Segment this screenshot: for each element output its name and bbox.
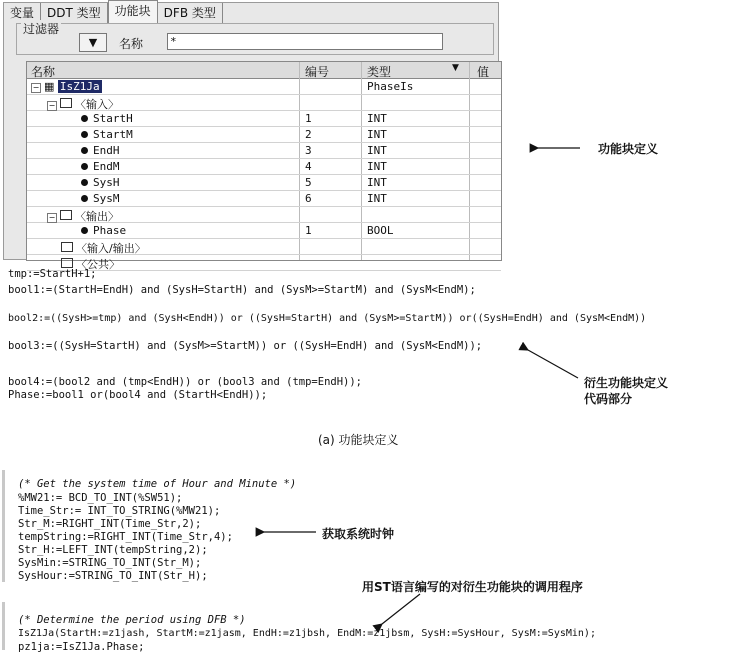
- system-clock-label: 获取系统时钟: [322, 527, 395, 541]
- chevron-down-icon[interactable]: ▼: [452, 63, 459, 73]
- row-name: StartM: [93, 128, 133, 141]
- arrow-to-call-code: [382, 594, 420, 624]
- code-line: bool2:=((SysH>=tmp) and (SysH<EndH)) or ((SysH=StartH) and (SysM>=StartM)) or((SysH=EndH) and (SysM<EndM)): [8, 313, 647, 324]
- code-line: bool3:=((SysH=StartH) and (SysM>=StartM)) or ((SysH=EndH) and (SysM<EndM));: [8, 340, 483, 352]
- col-no-header[interactable]: 编号: [305, 65, 330, 79]
- row-name: 〈输出〉: [75, 210, 119, 223]
- row-type: INT: [367, 192, 387, 205]
- code-line: IsZ1Ja(StartH:=z1jash, StartM:=z1jasm, EndH:=z1jbsh, EndM:=z1jbsm, SysH:=SysHour, SysM:=SysMin);: [18, 628, 596, 639]
- tab-function-blocks[interactable]: 功能块: [108, 0, 158, 23]
- collapse-icon[interactable]: −: [48, 101, 56, 110]
- derived-code-label-line1: 衍生功能块定义: [584, 376, 669, 390]
- filter-title: 过滤器: [23, 22, 60, 36]
- tab-ddt-types[interactable]: DDT 类型: [41, 3, 108, 23]
- code-line: pz1ja:=IsZ1Ja.Phase;: [18, 641, 145, 653]
- row-no: 4: [305, 160, 312, 173]
- code-line: bool1:=(StartH=EndH) and (SysH=StartH) and (SysM>=StartM) and (SysM<EndM);: [8, 284, 476, 296]
- code-line: Phase:=bool1 or(bool4 and (StartH<EndH));: [8, 389, 268, 401]
- figure-caption: (a) 功能块定义: [318, 433, 399, 447]
- row-name: SysM: [93, 192, 120, 205]
- row-name: EndM: [93, 160, 120, 173]
- code-line: tmp:=StartH+1;: [8, 268, 97, 280]
- code-line: bool4:=(bool2 and (tmp<EndH)) or (bool3 and (tmp=EndH));: [8, 376, 363, 388]
- code-comment: (* Get the system time of Hour and Minute *): [18, 478, 297, 490]
- row-name: IsZ1Ja: [59, 80, 100, 93]
- row-type: INT: [367, 112, 387, 125]
- code-comment: (* Determine the period using DFB *): [18, 614, 246, 626]
- tab-variables[interactable]: 变量: [4, 3, 41, 23]
- row-type: INT: [367, 128, 387, 141]
- name-label: 名称: [119, 37, 144, 51]
- call-program-label: 用ST语言编写的对衍生功能块的调用程序: [362, 580, 583, 594]
- row-no: 1: [305, 112, 312, 125]
- col-name-header[interactable]: 名称: [31, 65, 56, 79]
- row-no: 6: [305, 192, 312, 205]
- row-name: EndH: [93, 144, 120, 157]
- row-name: 〈公共〉: [76, 258, 120, 271]
- name-filter-input[interactable]: *: [167, 33, 443, 50]
- code-line: %MW21:= BCD_TO_INT(%SW51);: [18, 492, 183, 504]
- derived-code-label-line2: 代码部分: [584, 392, 633, 406]
- code-line: Str_H:=LEFT_INT(tempString,2);: [18, 544, 208, 556]
- collapse-icon[interactable]: −: [32, 83, 40, 92]
- row-type: INT: [367, 176, 387, 189]
- row-type: PhaseIs: [367, 80, 414, 93]
- row-name: SysH: [93, 176, 120, 189]
- code-line: SysHour:=STRING_TO_INT(Str_H);: [18, 570, 208, 582]
- dfb-icon: ▦: [44, 80, 55, 93]
- tab-dfb-types[interactable]: DFB 类型: [158, 3, 223, 23]
- code-line: SysMin:=STRING_TO_INT(Str_M);: [18, 557, 202, 569]
- fb-definition-label: 功能块定义: [598, 142, 659, 156]
- collapse-icon[interactable]: −: [48, 213, 56, 222]
- row-name: Phase: [93, 224, 127, 237]
- row-name: 〈输入/输出〉: [76, 242, 146, 255]
- funnel-icon: ▼: [88, 36, 98, 49]
- code-line: Time_Str:= INT_TO_STRING(%MW21);: [18, 505, 221, 517]
- arrow-to-derived-code: [528, 350, 578, 378]
- col-type-header[interactable]: 类型: [367, 65, 392, 79]
- row-type: INT: [367, 160, 387, 173]
- row-name: StartH: [93, 112, 133, 125]
- col-value-header[interactable]: 值: [477, 65, 490, 79]
- code-line: tempString:=RIGHT_INT(Time_Str,4);: [18, 531, 233, 543]
- row-type: BOOL: [367, 224, 394, 237]
- row-type: INT: [367, 144, 387, 157]
- row-no: 1: [305, 224, 312, 237]
- row-no: 2: [305, 128, 312, 141]
- row-name: 〈输入〉: [75, 98, 119, 111]
- row-no: 3: [305, 144, 312, 157]
- code-line: Str_M:=RIGHT_INT(Time_Str,2);: [18, 518, 202, 530]
- row-no: 5: [305, 176, 312, 189]
